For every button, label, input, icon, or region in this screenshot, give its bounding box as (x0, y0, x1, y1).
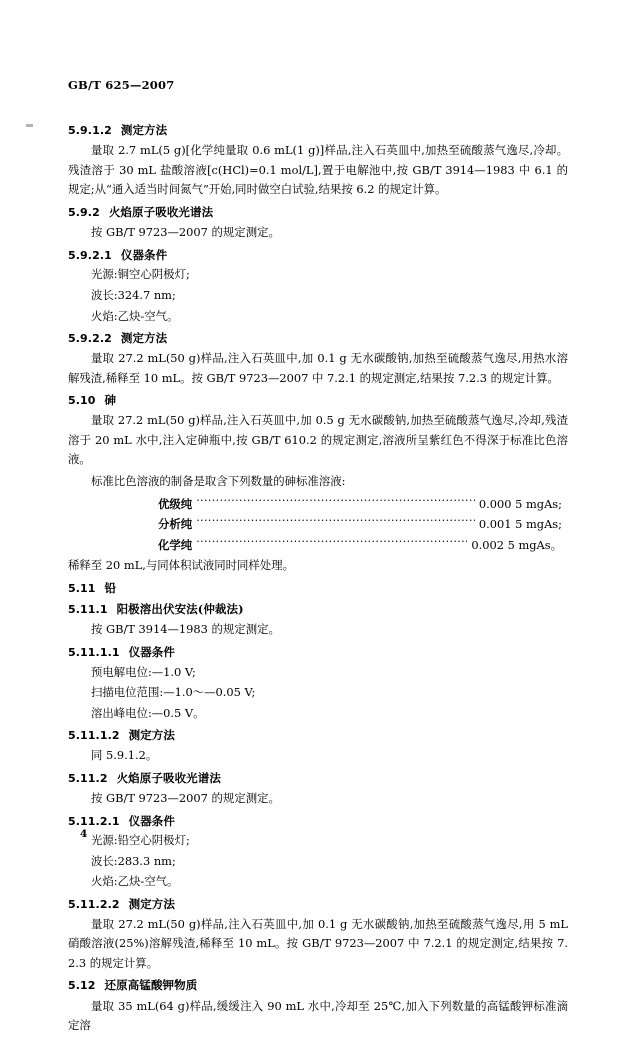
section-number: 5.11.1.2 (68, 728, 120, 742)
section-body-5-10: 量取 27.2 mL(50 g)样品,注入石英皿中,加 0.5 g 无水碳酸钠,加热至硫酸蒸气逸尽,冷却,残渣溶于 20 mL 水中,注入定砷瓶中,按 GB/T 610.2 的规定测定,溶液所呈紫红色不得深于标准比色溶液。 (68, 413, 568, 467)
section-title: 铅 (104, 581, 117, 596)
list-item (68, 514, 568, 535)
instrument-condition-wavelength: 波长:324.7 nm; (91, 288, 176, 303)
dot-leader (196, 535, 467, 549)
section-number: 5.10 (68, 394, 96, 408)
section-heading-5-11 (68, 577, 568, 598)
section-number: 5.9.2.2 (68, 331, 112, 345)
page-number: 4 (80, 828, 88, 840)
arsenic-standard-solution-list (68, 494, 568, 556)
section-title: 火焰原子吸收光谱法 (116, 770, 221, 785)
instrument-condition-flame: 火焰:乙炔-空气。 (91, 308, 179, 323)
section-number: 5.9.2.1 (68, 248, 112, 262)
section-number: 5.11.1 (68, 603, 108, 617)
section-number: 5.11.1.1 (68, 646, 120, 659)
instrument-condition-wavelength: 波长:283.3 nm; (91, 853, 176, 868)
section-number: 5.9.2 (68, 205, 100, 219)
section-body-5-9-2-2: 量取 27.2 mL(50 g)样品,注入石英皿中,加 0.1 g 无水碳酸钠,加热至硫酸蒸气逸尽,用热水溶解残渣,稀释至 10 mL。按 GB/T 9723—2007 中 7.2.1 的规定测定,结果按 7.2.3 的规定计算。 (68, 350, 568, 385)
section-heading-5-9-2-1 (68, 244, 568, 265)
section-heading-5-9-2 (68, 201, 568, 222)
section-heading-5-11-2 (68, 767, 568, 788)
section-number: 5.9.1.2 (68, 124, 112, 137)
section-body-5-9-2: 按 GB/T 9723—2007 的规定测定。 (91, 225, 280, 240)
section-number: 5.11.2.2 (68, 897, 120, 911)
section-body-5-11-2-2: 量取 27.2 mL(50 g)样品,注入石英皿中,加 0.1 g 无水碳酸钠,加热至硫酸蒸气逸尽,用 5 mL 硝酸溶液(25%)溶解残渣,稀释至 10 mL。按 GB/T 9723—2007 中 7.2.1 的规定测定,结果按 7.2.3 的规定计算。 (68, 916, 568, 970)
section-title: 仪器条件 (128, 645, 176, 659)
instrument-condition-flame: 火焰:乙炔-空气。 (91, 874, 179, 889)
section-body-5-9-1-2: 量取 2.7 mL(5 g)[化学纯量取 0.6 mL(1 g)]样品,注入石英皿中,加热至硫酸蒸气逸尽,冷却。残渣溶于 30 mL 盐酸溶液[c(HCl)=0.1 mol/L],置于电解池中,按 GB/T 3914—1983 中 6.1 的规定;从“通入适当时间氮气”开始,同时做空白试验,结果按 6.2 的规定计算。 (68, 143, 568, 197)
section-title: 还原高锰酸钾物质 (104, 978, 198, 993)
section-number: 5.12 (68, 979, 96, 993)
section-heading-5-11-2-2 (68, 893, 568, 914)
condition-scan-potential-range: 扫描电位范围:—1.0～—0.05 V; (91, 685, 256, 700)
section-heading-5-11-2-1 (68, 810, 568, 831)
section-title: 仪器条件 (128, 813, 176, 828)
section-number: 5.11.2.1 (68, 814, 120, 828)
section-heading-5-11-1-1 (68, 641, 568, 662)
section-number: 5.11.2 (68, 771, 108, 785)
section-number: 5.11 (68, 582, 96, 596)
page-content (68, 78, 568, 1037)
section-title: 砷 (104, 393, 117, 408)
list-item (68, 535, 568, 556)
section-title: 测定方法 (120, 330, 168, 345)
section-title: 仪器条件 (120, 247, 168, 262)
section-heading-5-12 (68, 974, 568, 995)
grade-label: 分析纯 (158, 517, 193, 532)
instrument-condition-light-source: 光源:铜空心阴极灯; (91, 267, 190, 282)
section-heading-5-11-1-2 (68, 724, 568, 745)
section-title: 测定方法 (128, 727, 176, 742)
grade-value: 0.001 5 mgAs; (478, 517, 562, 532)
section-title: 测定方法 (120, 123, 168, 137)
section-heading-5-9-2-2 (68, 327, 568, 348)
section-heading-5-10 (68, 389, 568, 410)
dot-leader (196, 514, 475, 528)
section-heading-5-11-1 (68, 598, 568, 619)
section-body-5-11-1: 按 GB/T 3914—1983 的规定测定。 (91, 622, 280, 637)
section-body-5-10-dilution: 稀释至 20 mL,与同体积试液同时同样处理。 (68, 558, 294, 573)
section-title: 火焰原子吸收光谱法 (108, 204, 214, 219)
section-body-5-11-1-2: 同 5.9.1.2。 (91, 748, 158, 763)
grade-label: 优级纯 (158, 496, 193, 511)
section-body-5-12: 量取 35 mL(64 g)样品,缓缓注入 90 mL 水中,冷却至 25℃,加入下列数量的高锰酸钾标准滴定溶 (68, 998, 568, 1033)
list-item (68, 494, 568, 515)
dot-leader (196, 494, 475, 508)
section-title: 阳极溶出伏安法(仲裁法) (116, 602, 244, 617)
instrument-condition-light-source: 光源:铅空心阴极灯; (91, 833, 190, 848)
condition-pre-electrolysis-potential: 预电解电位:—1.0 V; (91, 664, 196, 679)
section-body-5-11-2: 按 GB/T 9723—2007 的规定测定。 (91, 790, 280, 805)
standard-header: GB/T 625—2007 (68, 78, 175, 92)
grade-value: 0.002 5 mgAs。 (471, 537, 562, 552)
grade-value: 0.000 5 mgAs; (478, 496, 562, 511)
scan-artifact (26, 124, 33, 127)
condition-stripping-peak-potential: 溶出峰电位:—0.5 V。 (91, 705, 205, 720)
section-body-5-10-standard-solution-intro: 标准比色溶液的制备是取含下列数量的砷标准溶液: (91, 474, 346, 489)
section-title: 测定方法 (128, 896, 176, 911)
grade-label: 化学纯 (158, 537, 193, 552)
section-heading-5-9-1-2 (68, 119, 568, 140)
